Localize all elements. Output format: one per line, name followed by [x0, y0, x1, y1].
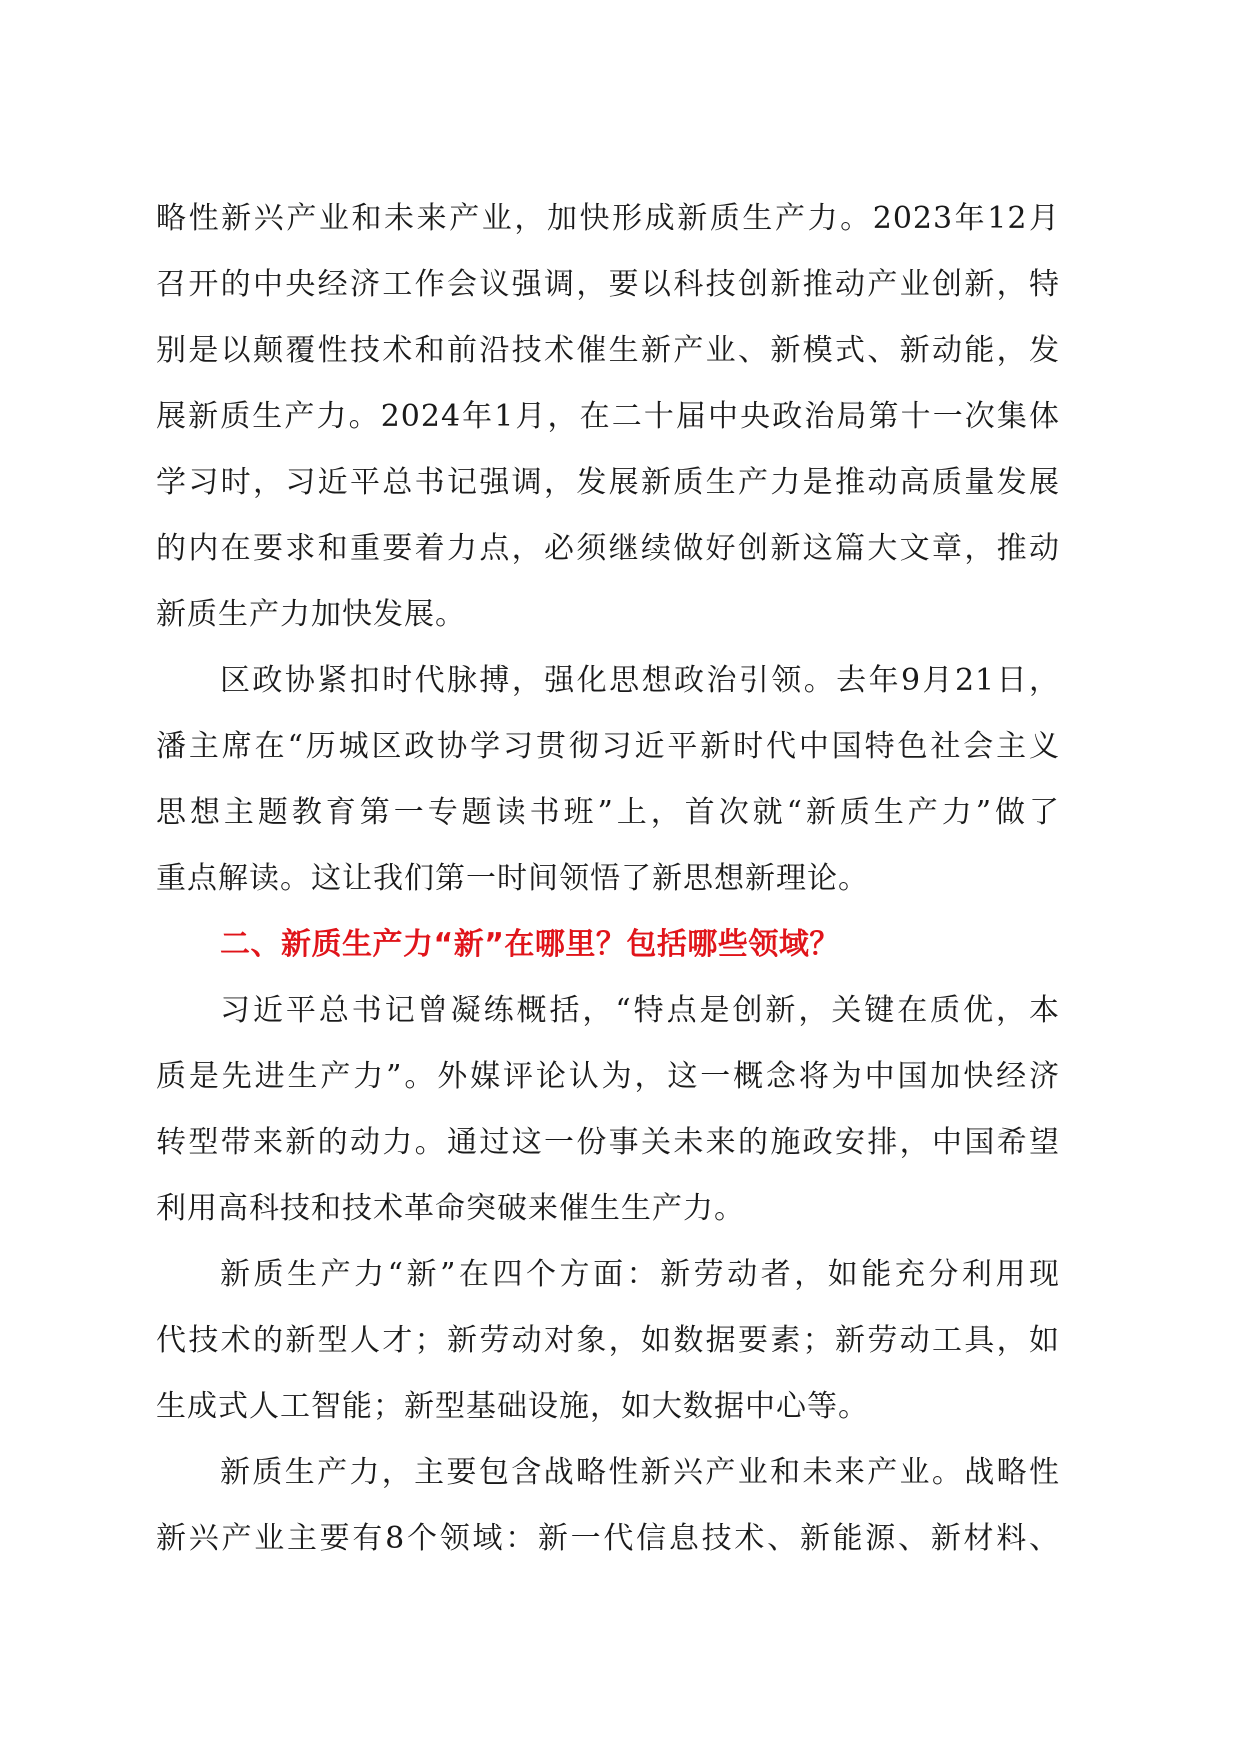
paragraph-5 [156, 1440, 1060, 1572]
text-line: 利用高科技和技术革命突破来催生生产力。 [156, 1191, 745, 1226]
text-line: 思想主题教育第一专题读书班”上，首次就“新质生产力”做了 [156, 795, 1060, 830]
text-line: 习近平总书记曾凝练概括，“特点是创新，关键在质优，本 [220, 993, 1060, 1028]
text-line: 质是先进生产力”。外媒评论认为，这一概念将为中国加快经济 [156, 1059, 1060, 1094]
text-line: 别是以颠覆性技术和前沿技术催生新产业、新模式、新动能，发 [156, 333, 1060, 368]
text-line: 展新质生产力。2024年1月，在二十届中央政治局第十一次集体 [156, 399, 1060, 434]
text-line: 转型带来新的动力。通过这一份事关未来的施政安排，中国希望 [156, 1125, 1060, 1160]
text-line: 区政协紧扣时代脉搏，强化思想政治引领。去年9月21日， [220, 663, 1060, 698]
text-line: 代技术的新型人才；新劳动对象，如数据要素；新劳动工具，如 [156, 1323, 1060, 1358]
text-line: 召开的中央经济工作会议强调，要以科技创新推动产业创新，特 [156, 267, 1060, 302]
text-line: 新质生产力，主要包含战略性新兴产业和未来产业。战略性 [220, 1455, 1060, 1490]
paragraph-3 [156, 978, 1060, 1242]
text-line: 学习时，习近平总书记强调，发展新质生产力是推动高质量发展 [156, 465, 1060, 500]
text-line: 新质生产力“新”在四个方面：新劳动者，如能充分利用现 [220, 1257, 1060, 1292]
section-heading: 二、新质生产力“新”在哪里？包括哪些领域？ [220, 927, 840, 962]
paragraph-4 [156, 1242, 1060, 1440]
text-line: 重点解读。这让我们第一时间领悟了新思想新理论。 [156, 861, 869, 896]
document-body [156, 186, 1060, 1572]
text-line: 生成式人工智能；新型基础设施，如大数据中心等。 [156, 1389, 869, 1424]
text-line: 略性新兴产业和未来产业，加快形成新质生产力。2023年12月 [156, 201, 1060, 236]
paragraph-1 [156, 186, 1060, 648]
text-line: 新兴产业主要有8个领域：新一代信息技术、新能源、新材料、 [156, 1521, 1060, 1556]
text-line: 潘主席在“历城区政协学习贯彻习近平新时代中国特色社会主义 [156, 729, 1060, 764]
paragraph-2 [156, 648, 1060, 912]
text-line: 的内在要求和重要着力点，必须继续做好创新这篇大文章，推动 [156, 531, 1060, 566]
text-line: 新质生产力加快发展。 [156, 597, 466, 632]
